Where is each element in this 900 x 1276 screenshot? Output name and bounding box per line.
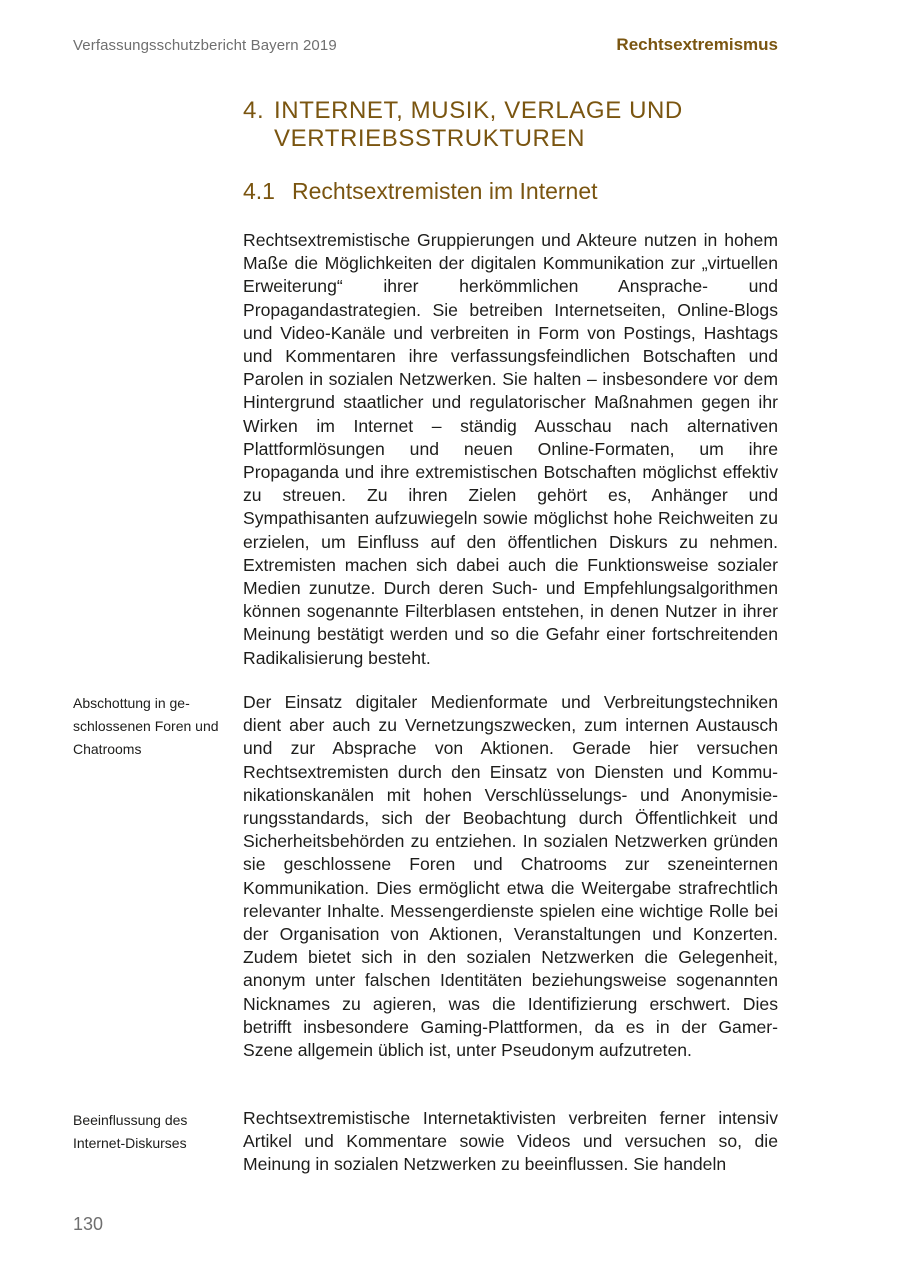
chapter-number: 4.: [243, 97, 265, 124]
chapter-title: INTERNET, MUSIK, VERLAGE UND VERTRIEBSSTRUKTUREN: [274, 97, 683, 152]
margin-note: Beeinflussung des Internet-Diskurses: [73, 1112, 188, 1151]
running-header-title: Verfassungsschutzbericht Bayern 2019: [73, 37, 337, 54]
section-title: Rechtsextremisten im Internet: [292, 178, 598, 204]
page-number: 130: [73, 1214, 104, 1234]
body-paragraph: Rechtsextremistische Internetaktivisten verbreiten ferner intensiv Artikel und Kommentare sowie Videos und versuchen so, die Meinung in sozialen Netzwerken zu beeinflussen. Sie handeln: [243, 1108, 778, 1175]
body-paragraph: Der Einsatz digitaler Medienformate und Verbreitungstechniken dient aber auch zu Vernetzungszwecken, zum internen Austausch und zur Absprache von Aktionen. Gerade hier versuchen Rechtsextremisten durch den Einsatz von Diensten und Kommunikationskanälen mit hohen Verschlüsselungs- und Anonymisierungsstandards, sich der Beobachtung durch Öffentlichkeit und Sicherheitsbehörden zu entziehen. In sozialen Netzwerken gründen sie geschlossene Foren und Chatrooms zur szeneinternen Kommunikation. Dies ermöglicht etwa die Weitergabe strafrechtlich relevanter Inhalte. Messengerdienste spielen eine wichtige Rolle bei der Organisation von Aktionen, Veranstaltungen und Konzerten. Zudem bietet sich in den sozialen Netzwerken die Gelegenheit, anonym unter falschen Identitäten beziehungsweise sogenannten Nicknames zu agieren, was die Identifizierung erschwert. Dies betrifft insbesondere Gaming-Plattformen, da es in der Gamer-Szene allgemein üblich ist, unter Pseudonym aufzutreten.: [243, 692, 778, 1061]
margin-note: Abschottung in geschlossenen Foren und Chatrooms: [73, 695, 219, 757]
section-heading: [243, 177, 598, 205]
chapter-heading: [243, 97, 763, 153]
running-header-section: Rechtsextremismus: [616, 35, 778, 54]
body-paragraph: Rechtsextremistische Gruppierungen und Akteure nutzen in hohem Maße die Möglichkeiten der digitalen Kommunikation zur „virtuellen Erweiterung“ ihrer herkömmlichen Ansprache- und Propagandastrategien. Sie betreiben Internetseiten, Online-Blogs und Video-Kanäle und verbreiten in Form von Postings, Hashtags und Kommentaren ihre verfassungsfeindlichen Botschaften und Parolen in sozialen Netzwerken. Sie halten – insbesondere vor dem Hintergrund staatlicher und regulatorischer Maßnahmen gegen ihr Wirken im Internet – ständig Ausschau nach alternativen Plattformlösungen und neuen Online-Formaten, um ihre Propaganda und ihre extremistischen Botschaften möglichst effektiv zu streuen. Zu ihren Zielen gehört es, Anhänger und Sympathisanten aufzuwiegeln sowie möglichst hohe Reichweiten zu erzielen, um Einfluss auf den öffentlichen Diskurs zu nehmen. Extremisten machen sich dabei auch die Funktionsweise sozialer Medien zunutze. Durch deren Such- und Empfehlungsalgorithmen können sogenannte Filterblasen entstehen, in denen Nutzer in ihrer Meinung bestätigt werden und so die Gefahr einer fortschreitenden Radikalisierung besteht.: [243, 230, 778, 668]
section-number: 4.1: [243, 178, 275, 204]
